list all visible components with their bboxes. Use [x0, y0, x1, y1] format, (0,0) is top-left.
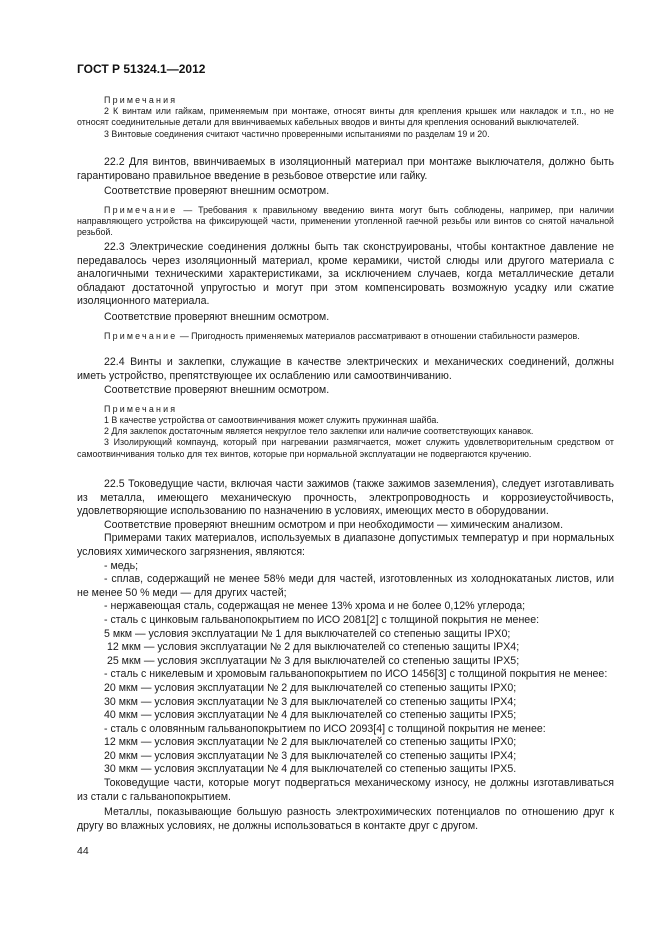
- list-item: 40 мкм — условия эксплуатации № 4 для выключателей со степенью защиты IPX5;: [104, 709, 517, 722]
- paragraph: 22.2 Для винтов, ввинчиваемых в изоляционный материал при монтаже выключателя, должно быть гарантировано правильное введение в резьбовое отверстие или гайку.: [77, 156, 614, 182]
- document-header: ГОСТ Р 51324.1—2012: [77, 62, 206, 76]
- page-number: 44: [77, 845, 89, 857]
- list-item: 20 мкм — условия эксплуатации № 2 для выключателей со степенью защиты IPX0;: [104, 681, 517, 694]
- list-item: 30 мкм — условия эксплуатации № 4 для выключателей со степенью защиты IPX5.: [104, 763, 517, 776]
- wear-paragraph: Токоведущие части, которые могут подвергаться механическому износу, не должны изготавливаться из стали с гальванопокрытием.: [77, 777, 614, 803]
- note-label: Примечание: [104, 330, 178, 341]
- paragraph: 22.3 Электрические соединения должны быть так сконструированы, чтобы контактное давление не передавалось через изоляционный материал, кроме керамики, чистой слюды или другого материала с аналогичными техническими характеристиками, за исключением случаев, когда металлические детали обладают достаточной упругостью и могут при этом компенсировать возможную усадку или сжатие изоляционного материала.: [77, 241, 614, 308]
- check-text: Соответствие проверяют внешним осмотром.: [104, 310, 330, 323]
- notes-heading: Примечания: [104, 95, 178, 105]
- examples-intro: Примерами таких материалов, используемых в диапазоне допустимых температур и при нормальных условиях химического загрязнения, являются:: [77, 532, 614, 558]
- list-item: 25 мкм — условия эксплуатации № 3 для выключателей со степенью защиты IPX5;: [104, 654, 520, 667]
- note-item: 2 Для заклепок достаточным является некруглое тело заклепки или наличие соответствующих канавок.: [104, 426, 534, 437]
- note-text: — Требования к правильному введению винта могут быть соблюдены, например, при наличии направляющего устройства на фиксирующей части, применении утопленной гаечной резьбы или винтов со снятой начальной резьбой.: [77, 204, 614, 238]
- note-item: 1 В качестве устройства от самоотвинчивания может служить пружинная шайба.: [104, 414, 439, 425]
- section-22-5: [77, 478, 614, 833]
- note-item: 2 К винтам или гайкам, применяемым при монтаже, относят винты для крепления крышек или накладок и т.п., но не относят соединительные детали для ввинчиваемых кабельных вводов и винты для крепления оснований выключателей.: [77, 106, 614, 128]
- list-item: 20 мкм — условия эксплуатации № 3 для выключателей со степенью защиты IPX4;: [104, 749, 517, 762]
- section-22-4: [77, 356, 614, 460]
- list-item: 5 мкм — условия эксплуатации № 1 для выключателей со степенью защиты IPX0;: [104, 627, 511, 640]
- note: [77, 331, 614, 342]
- list-item: - медь;: [104, 559, 139, 572]
- list-item: 30 мкм — условия эксплуатации № 3 для выключателей со степенью защиты IPX4;: [104, 695, 517, 708]
- check-text: Соответствие проверяют внешним осмотром.: [104, 185, 330, 198]
- list-item: - сталь с никелевым и хромовым гальванопокрытием по ИСО 1456[3] с толщиной покрытия не менее:: [104, 668, 608, 681]
- paragraph: 22.4 Винты и заклепки, служащие в качестве электрических и механических соединений, должны иметь устройство, препятствующее их ослаблению или самоотвинчиванию.: [77, 356, 614, 382]
- list-item: - нержавеющая сталь, содержащая не менее 13% хрома и не более 0,12% углерода;: [104, 600, 526, 613]
- metals-paragraph: Металлы, показывающие большую разность электрохимических потенциалов по отношению друг к другу во влажных условиях, не должны использоваться в контакте друг с другом.: [77, 806, 614, 832]
- note-item: 3 Изолирующий компаунд, который при нагревании размягчается, может служить удовлетворительным средством от самоотвинчивания только для тех винтов, которые при нормальной эксплуатации не подвергаются кручению.: [77, 437, 614, 459]
- check-text: Соответствие проверяют внешним осмотром и при необходимости — химическим анализом.: [104, 518, 564, 531]
- note-text: — Пригодность применяемых материалов рассматривают в отношении стабильности размеров.: [177, 330, 580, 341]
- section-22-2: [77, 156, 614, 238]
- note-item: 3 Винтовые соединения считают частично проверенными испытаниями по разделам 19 и 20.: [104, 128, 490, 139]
- note: [77, 205, 614, 239]
- notes-heading: Примечания: [104, 403, 178, 414]
- notes-top: [77, 95, 614, 140]
- list-item: 12 мкм — условия эксплуатации № 2 для выключателей со степенью защиты IPX4;: [104, 641, 520, 654]
- list-item: - сталь с цинковым гальванопокрытием по ИСО 2081[2] с толщиной покрытия не менее:: [104, 613, 540, 626]
- check-text: Соответствие проверяют внешним осмотром.: [104, 384, 330, 397]
- paragraph: 22.5 Токоведущие части, включая части зажимов (также зажимов заземления), следует изготавливать из металла, имеющего механическую прочность, электропроводность и коррозиеустойчивость, удовлетворяющие использованию по назначению в условиях, имеющих место в оборудовании.: [77, 478, 614, 518]
- note-label: Примечание: [104, 204, 178, 215]
- list-item: - сталь с оловянным гальванопокрытием по ИСО 2093[4] с толщиной покрытия не менее:: [104, 722, 546, 735]
- list-item: - сплав, содержащий не менее 58% меди для частей, изготовленных из холоднокатаных листов, или не менее 50 % меди — для других частей;: [77, 573, 614, 599]
- section-22-3: [77, 241, 614, 342]
- list-item: 12 мкм — условия эксплуатации № 2 для выключателей со степенью защиты IPX0;: [104, 736, 517, 749]
